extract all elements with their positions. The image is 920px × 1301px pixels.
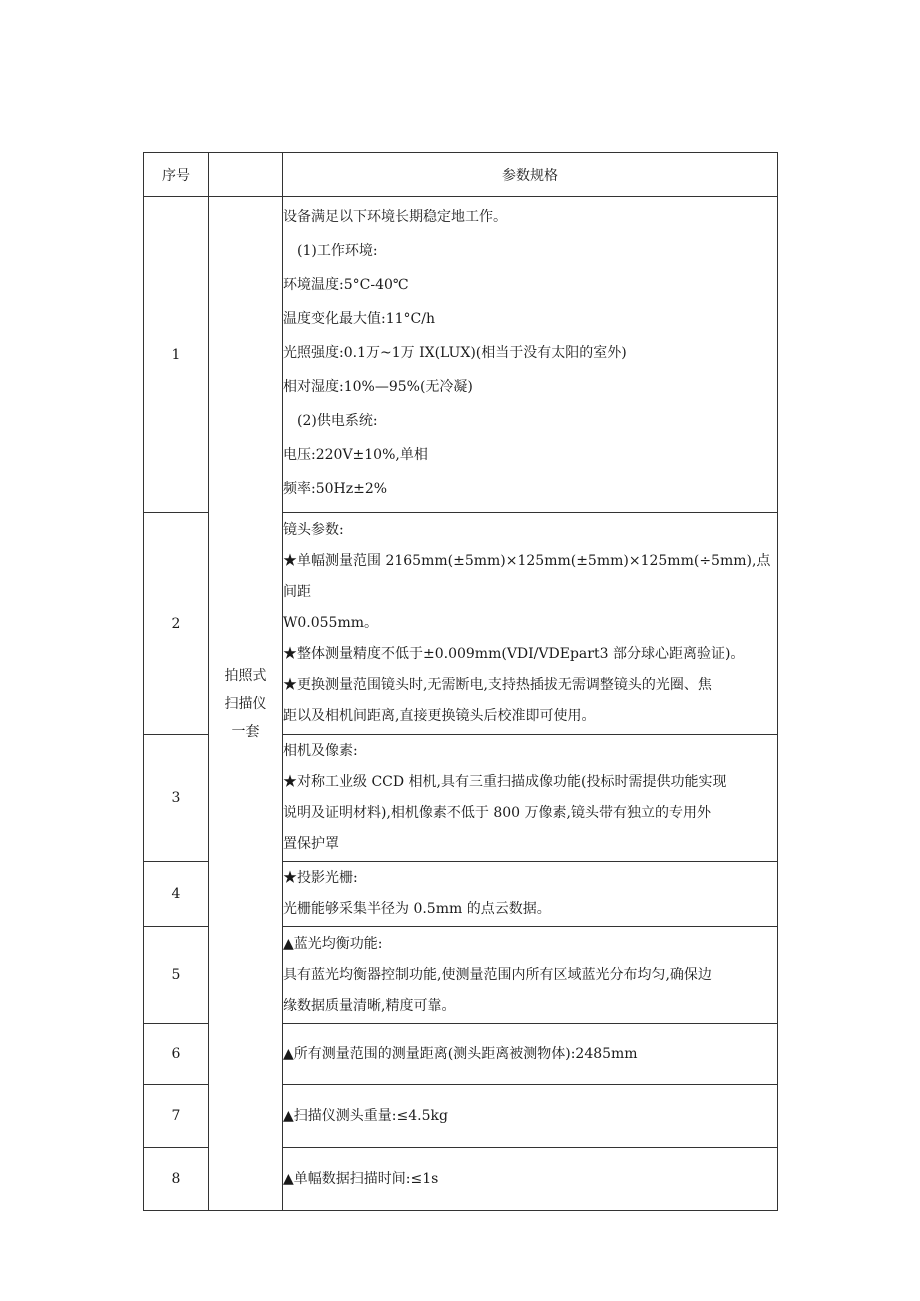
spec-table <box>143 152 778 1211</box>
header-spec: 参数规格 <box>283 153 778 197</box>
header-row <box>144 153 778 197</box>
spec-line: 光栅能够采集半径为 0.5mm 的点云数据。 <box>283 901 551 917</box>
spec-line: (2)供电系统: <box>297 412 378 429</box>
spec-cell <box>283 1148 778 1211</box>
spec-cell <box>283 927 778 1024</box>
spec-line: ▲单幅数据扫描时间:≤1s <box>283 1170 439 1187</box>
table-row <box>144 197 778 513</box>
row-number: 6 <box>144 1024 209 1085</box>
header-device <box>209 153 283 197</box>
spec-line: ▲蓝光均衡功能: <box>283 935 383 952</box>
spec-cell <box>283 1085 778 1148</box>
spec-cell <box>283 197 778 513</box>
row-number: 3 <box>144 735 209 862</box>
spec-line: 光照强度:0.1万~1万 IX(LUX)(相当于没有太阳的室外) <box>283 344 627 361</box>
row-number: 7 <box>144 1085 209 1148</box>
spec-line: ▲所有测量范围的测量距离(测头距离被测物体):2485mm <box>283 1045 638 1062</box>
spec-line: 具有蓝光均衡器控制功能,使测量范围内所有区域蓝光分布均匀,确保边 <box>283 966 712 983</box>
spec-line: 频率:50Hz±2% <box>283 480 388 497</box>
spec-line: 电压:220V±10%,单相 <box>283 446 428 463</box>
spec-line: 设备满足以下环境长期稳定地工作。 <box>283 208 507 225</box>
row-number: 5 <box>144 927 209 1024</box>
spec-cell <box>283 513 778 735</box>
spec-line: ★单幅测量范围 2165mm(±5mm)×125mm(±5mm)×125mm(÷5mm),点间距 <box>283 553 771 600</box>
spec-line: ★整体测量精度不低于±0.009mm(VDI/VDEpart3 部分球心距离验证)。 <box>283 646 745 662</box>
device-name-line: 扫描仪 <box>224 695 267 712</box>
device-name-line: 一套 <box>231 723 260 740</box>
row-number: 8 <box>144 1148 209 1211</box>
spec-line: ★投影光栅: <box>283 870 358 886</box>
spec-line: 环境温度:5°C-40℃ <box>283 276 409 293</box>
device-name-line: 拍照式 <box>224 667 267 684</box>
spec-line <box>283 506 777 510</box>
spec-line: 镜头参数: <box>283 522 344 538</box>
row-number: 4 <box>144 862 209 927</box>
spec-line: 温度变化最大值:11°C/h <box>283 310 435 327</box>
spec-line: 相对湿度:10%—95%(无冷凝) <box>283 378 473 395</box>
spec-line: 缘数据质量清晰,精度可靠。 <box>283 997 456 1014</box>
row-number: 1 <box>144 197 209 513</box>
header-no: 序号 <box>144 153 209 197</box>
spec-line: ▲扫描仪测头重量:≤4.5kg <box>283 1107 448 1124</box>
spec-cell <box>283 735 778 862</box>
spec-line: 置保护罩 <box>283 836 339 852</box>
spec-cell <box>283 1024 778 1085</box>
spec-line: 说明及证明材料),相机像素不低于 800 万像素,镜头带有独立的专用外 <box>283 805 711 821</box>
device-name-cell <box>209 197 283 1211</box>
spec-cell <box>283 862 778 927</box>
spec-line: ★对称工业级 CCD 相机,具有三重扫描成像功能(投标时需提供功能实现 <box>283 774 727 790</box>
spec-line: W0.055mm。 <box>283 615 379 631</box>
spec-line: 相机及像素: <box>283 743 358 759</box>
spec-line: ★更换测量范围镜头时,无需断电,支持热插拔无需调整镜头的光圈、焦 <box>283 677 712 693</box>
spec-line: (1)工作环境: <box>297 242 378 259</box>
row-number: 2 <box>144 513 209 735</box>
spec-line: 距以及相机间距离,直接更换镜头后校准即可使用。 <box>283 708 596 724</box>
